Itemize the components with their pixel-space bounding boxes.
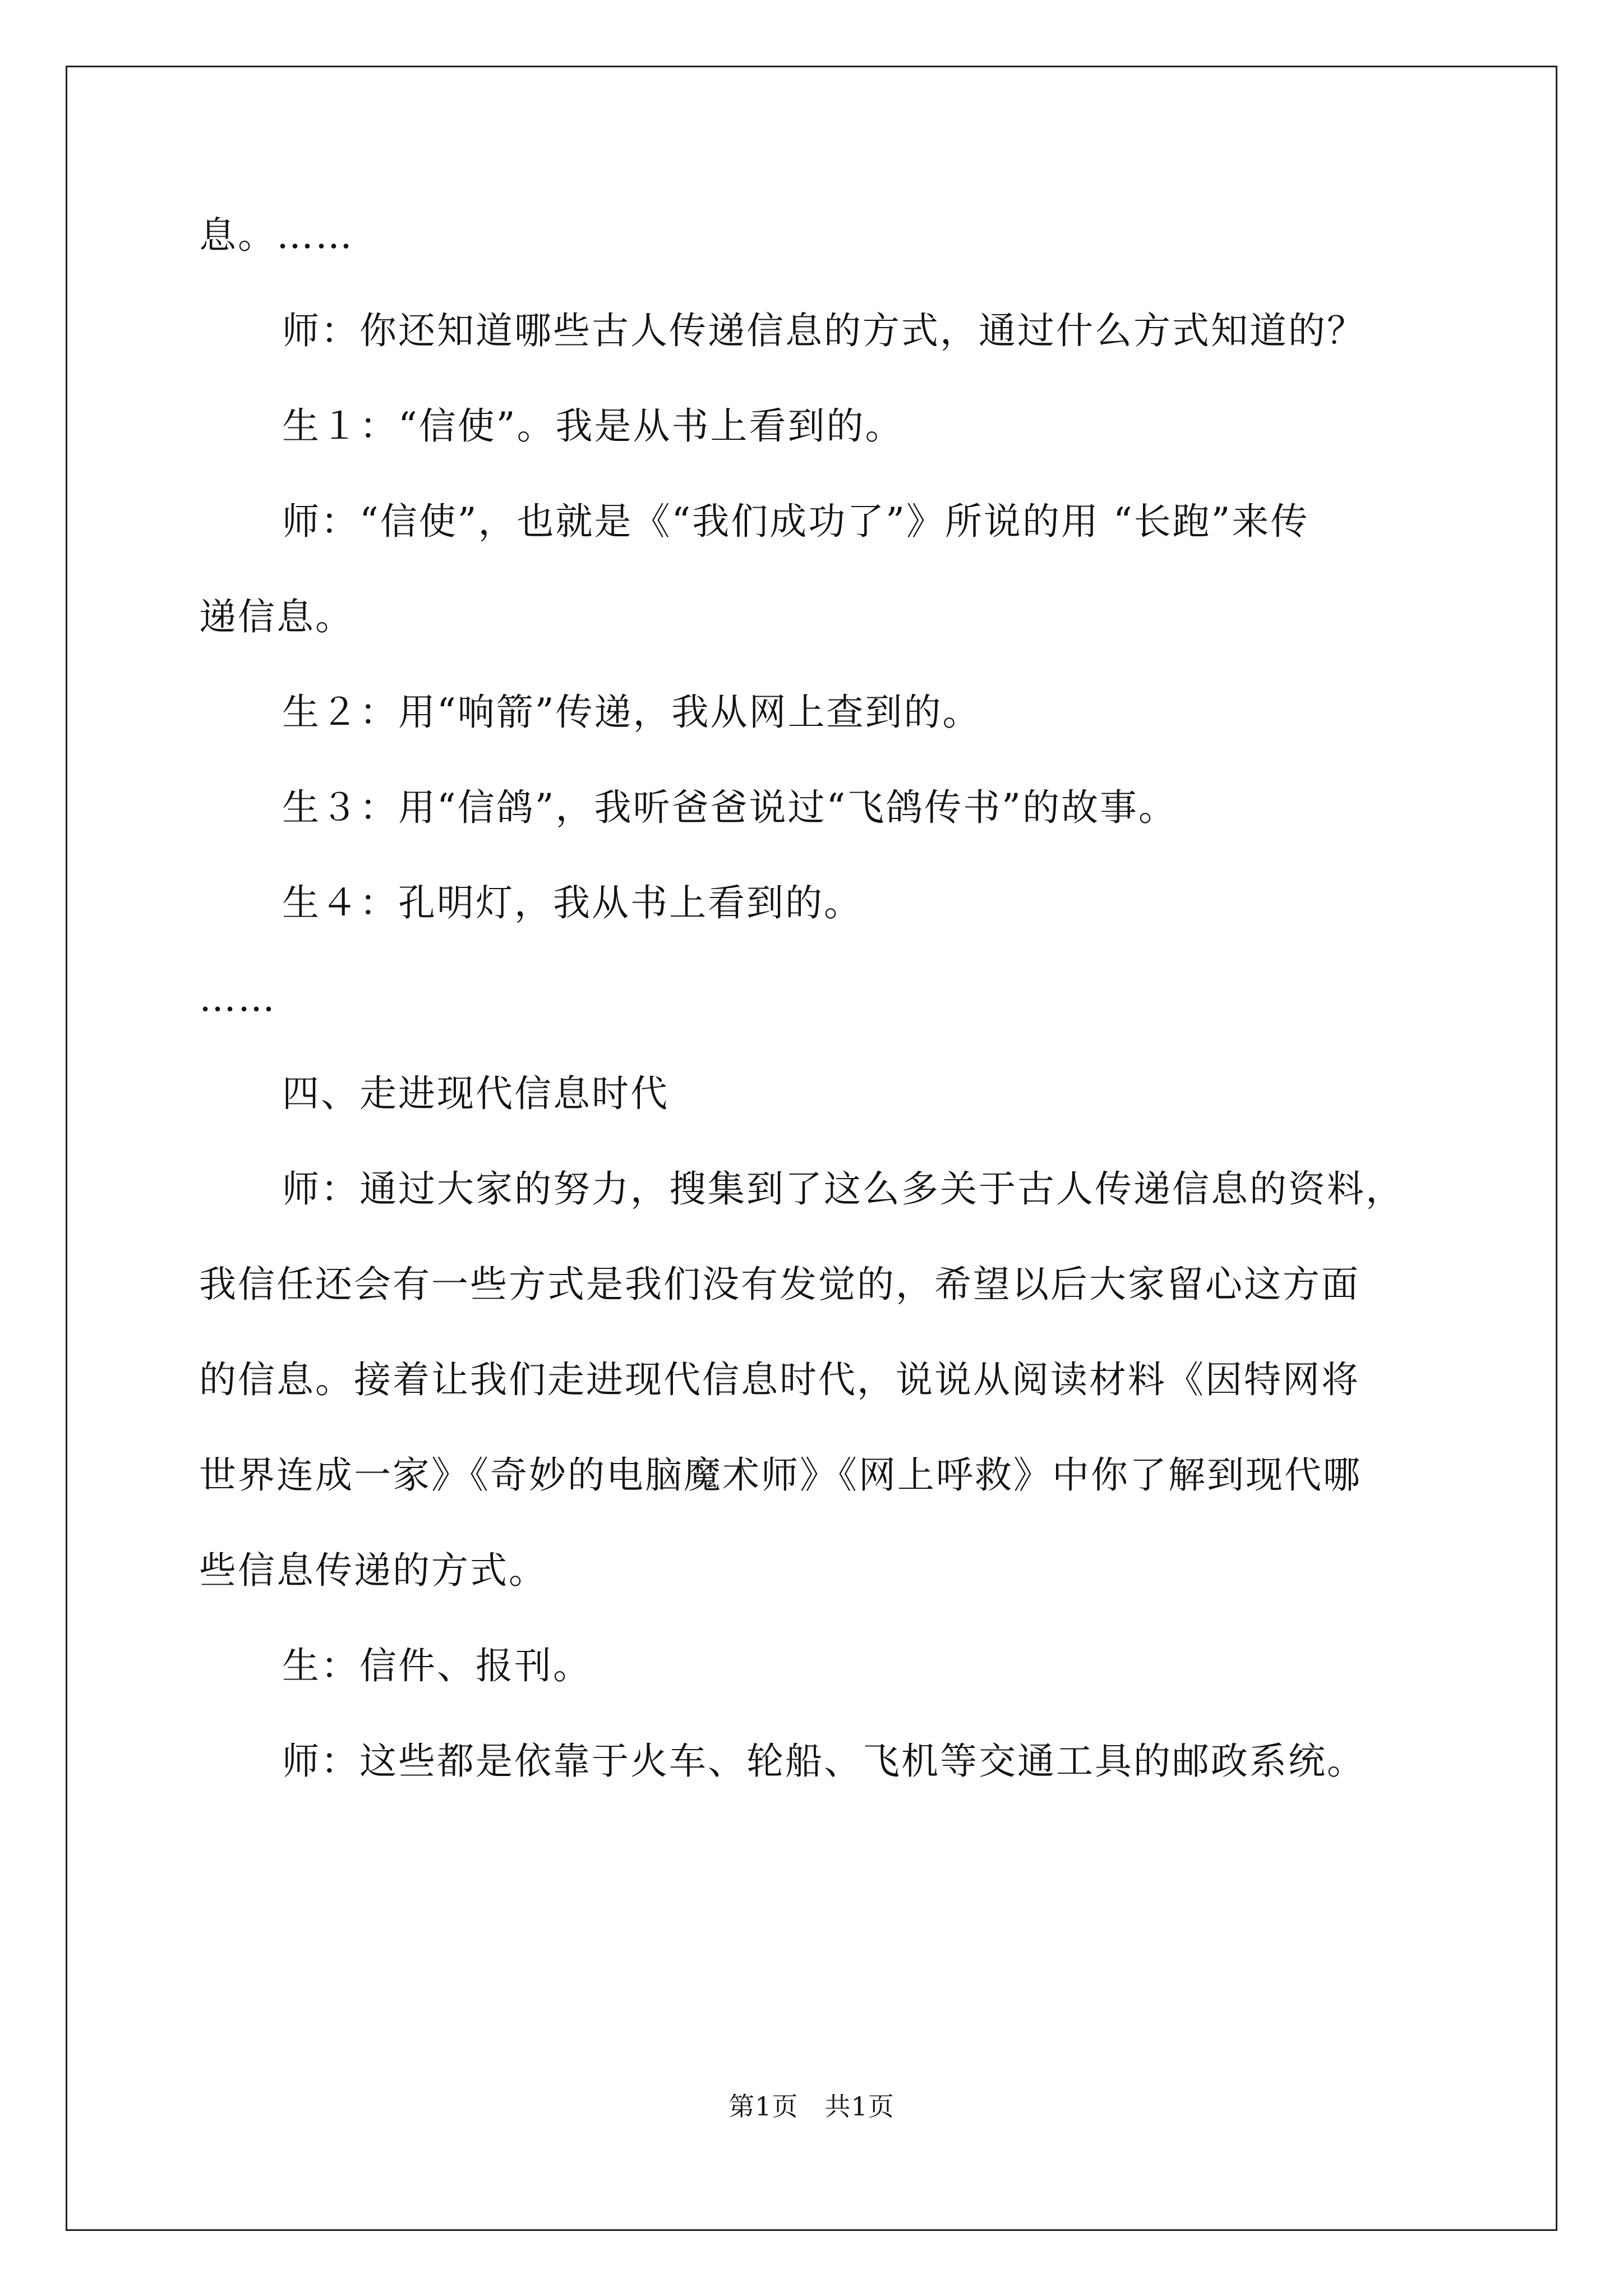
text-line-13: 的信息。接着让我们走进现代信息时代，说说从阅读材料《因特网将 [199, 1358, 1360, 1401]
section-heading: 四、走进现代信息时代 [282, 1072, 669, 1115]
text-line-7: 生３：用“信鸽”，我听爸爸说过“飞鸽传书”的故事。 [282, 786, 1177, 829]
text-line-6: 生２：用“响箭”传递，我从网上查到的。 [282, 691, 981, 734]
text-line-5: 递信息。 [199, 595, 354, 638]
page-number-footer: 第1页 共1页 [728, 2091, 895, 2122]
text-line-9: …… [199, 977, 276, 1020]
text-line-12: 我信任还会有一些方式是我们没有发觉的，希望以后大家留心这方面 [199, 1263, 1360, 1306]
text-line-15: 些信息传递的方式。 [199, 1549, 547, 1592]
page-border [66, 66, 1557, 2231]
text-line-11: 师：通过大家的努力，搜集到了这么多关于古人传递信息的资料， [282, 1167, 1404, 1211]
text-line-16: 生：信件、报刊。 [282, 1644, 592, 1687]
text-line-1: 息。…… [199, 214, 354, 257]
text-line-2: 师：你还知道哪些古人传递信息的方式，通过什么方式知道的？ [282, 309, 1366, 352]
text-line-3: 生１：“信使”。我是从书上看到的。 [282, 404, 904, 448]
text-line-4: 师：“信使”，也就是《“我们成功了”》所说的用 “长跑”来传 [282, 500, 1310, 543]
text-line-17: 师：这些都是依靠于火车、轮船、飞机等交通工具的邮政系统。 [282, 1740, 1366, 1783]
text-line-14: 世界连成一家》《奇妙的电脑魔术师》《网上呼救》中你了解到现代哪 [199, 1453, 1362, 1497]
text-line-8: 生４：孔明灯，我从书上看到的。 [282, 881, 863, 924]
